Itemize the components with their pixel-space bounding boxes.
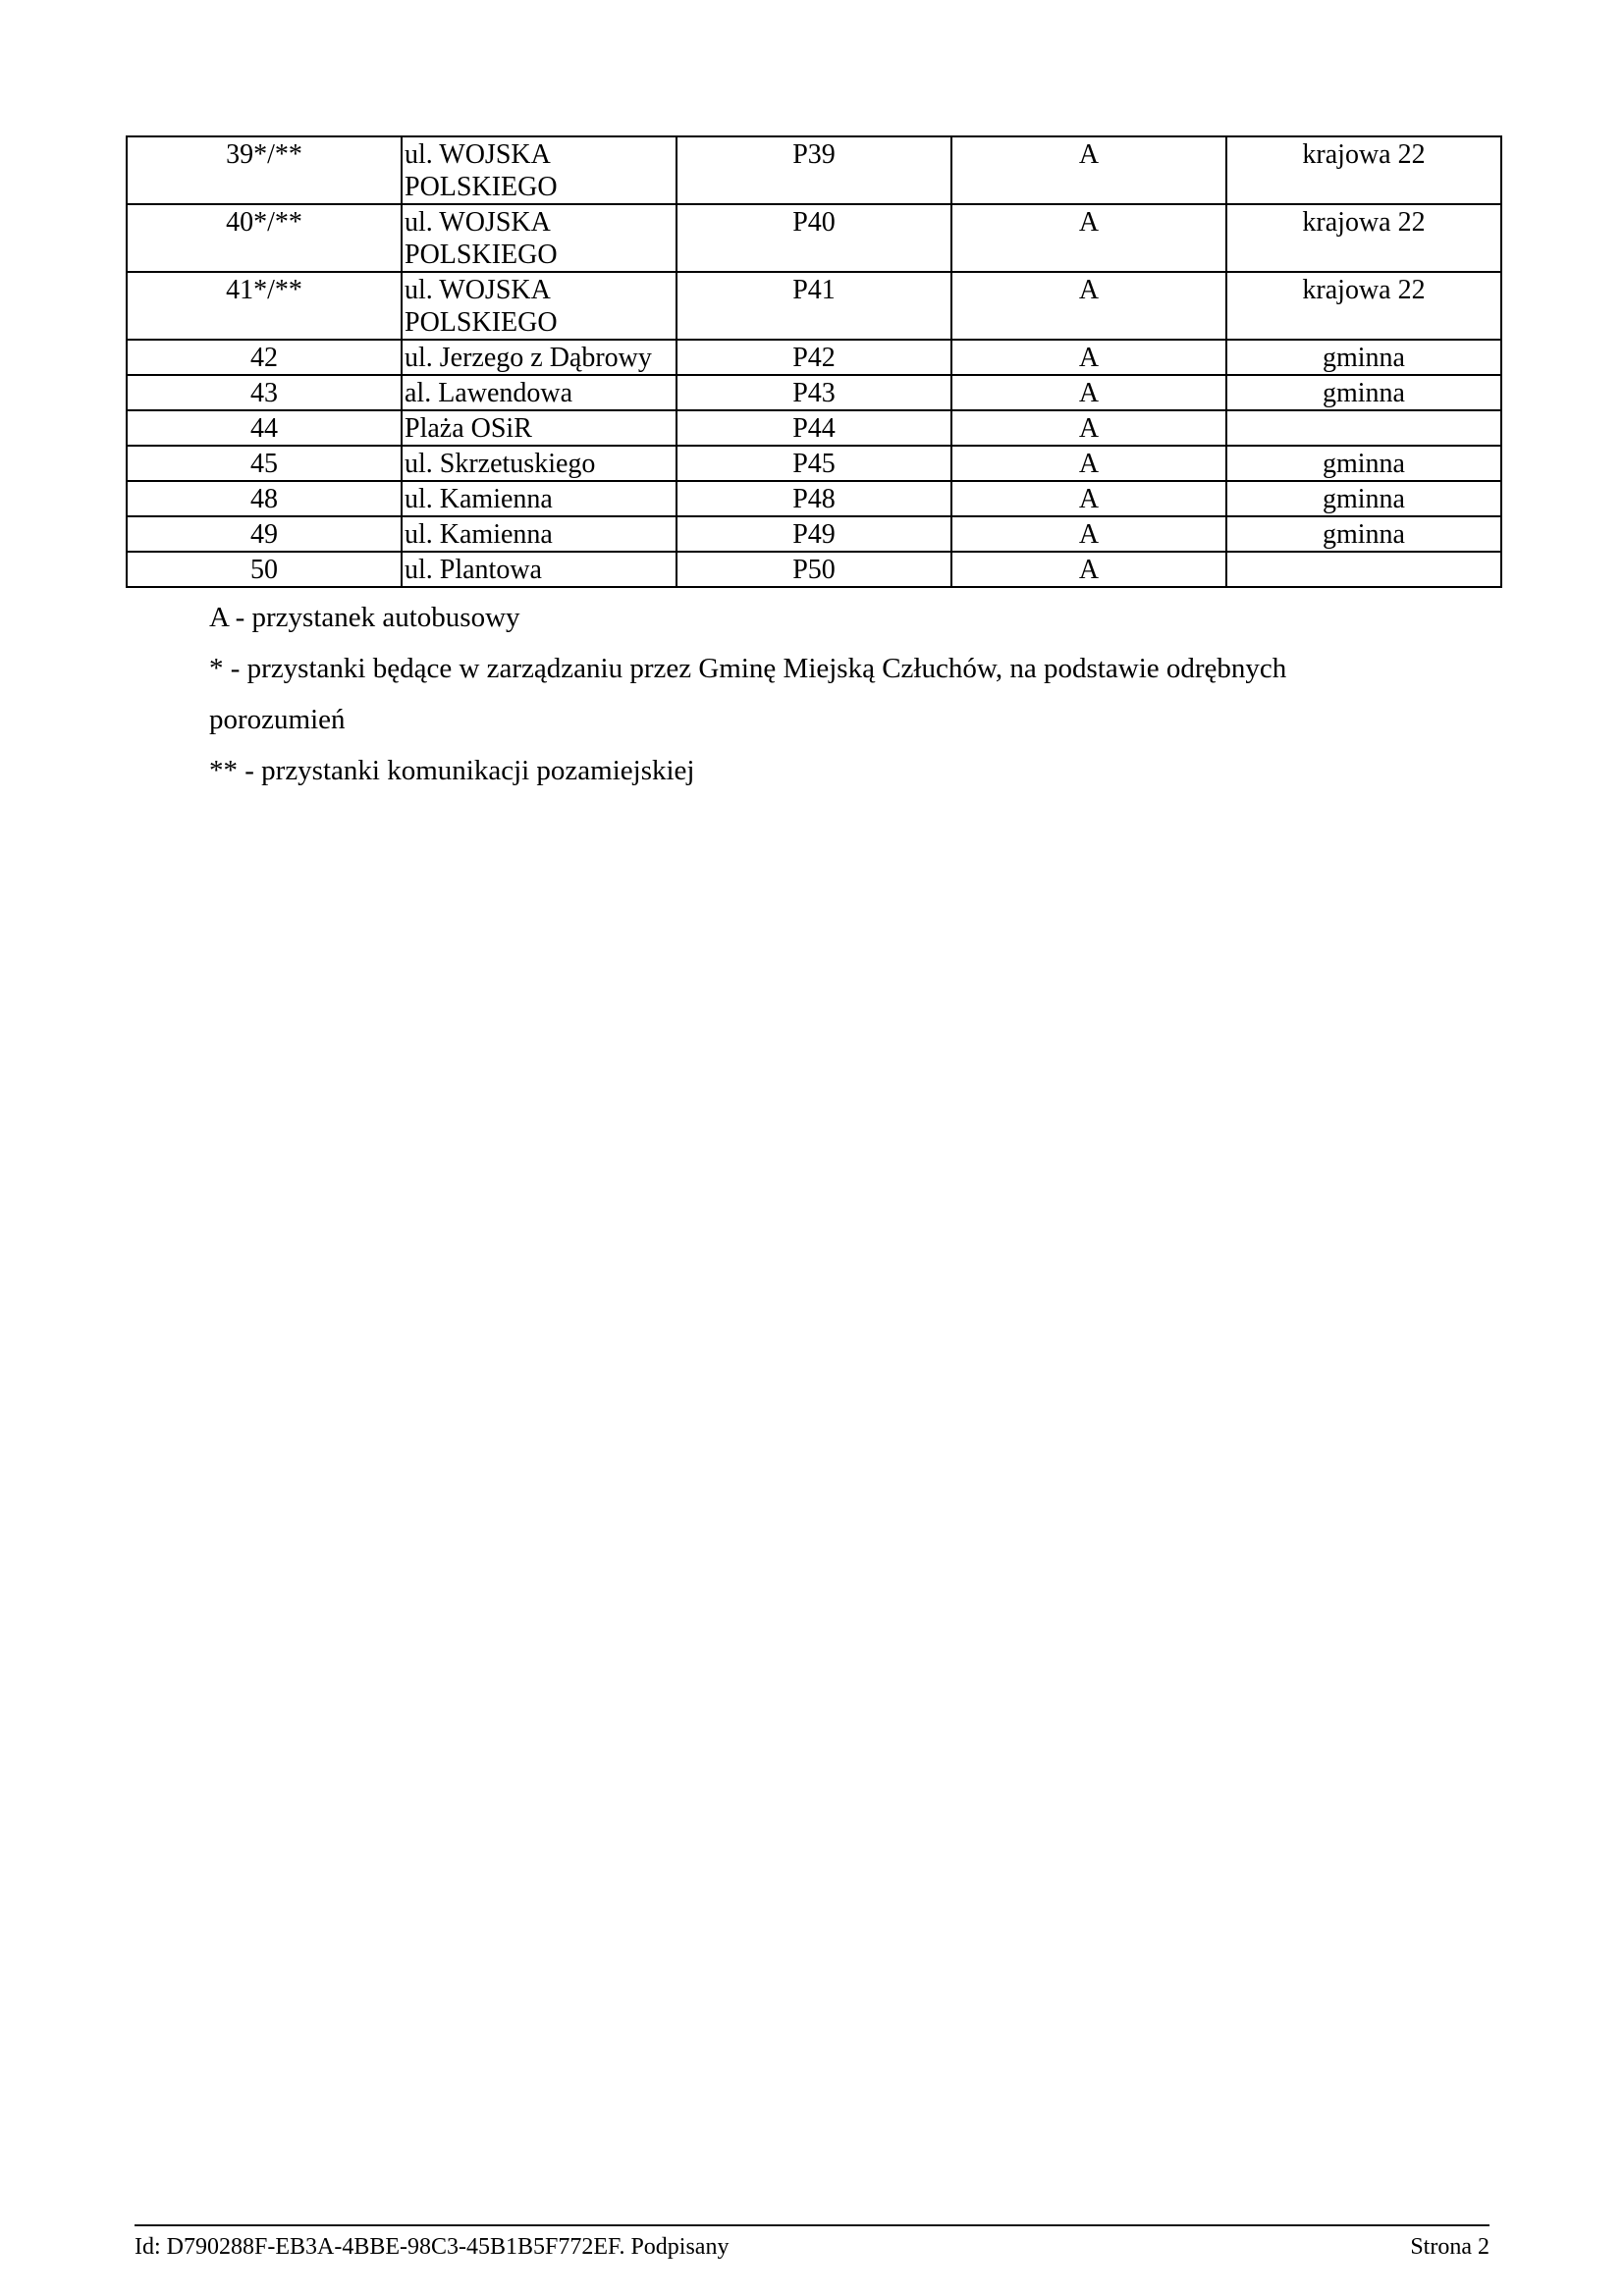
legend-notes (209, 592, 1495, 796)
cell-stop-name: Plaża OSiR (402, 410, 677, 446)
cell-stop-number: 45 (127, 446, 402, 481)
cell-road-category: gminna (1226, 481, 1501, 516)
legend-line-managed-stops-2: porozumień (209, 704, 346, 735)
cell-stop-type: A (951, 272, 1226, 340)
cell-stop-type: A (951, 204, 1226, 272)
table-row (127, 446, 1501, 481)
table-row (127, 375, 1501, 410)
cell-stop-name: ul. Skrzetuskiego (402, 446, 677, 481)
cell-stop-number: 40*/** (127, 204, 402, 272)
cell-road-category: gminna (1226, 516, 1501, 552)
cell-stop-name: ul. Jerzego z Dąbrowy (402, 340, 677, 375)
table-row (127, 410, 1501, 446)
table-row (127, 136, 1501, 204)
legend-line-nonurban-stops: ** - przystanki komunikacji pozamiejskiej (209, 755, 695, 786)
cell-stop-type: A (951, 552, 1226, 587)
cell-stop-number: 50 (127, 552, 402, 587)
cell-stop-type: A (951, 136, 1226, 204)
cell-stop-name: ul. WOJSKA POLSKIEGO (402, 204, 677, 272)
table-row (127, 204, 1501, 272)
table-row (127, 340, 1501, 375)
cell-stop-name: ul. WOJSKA POLSKIEGO (402, 136, 677, 204)
cell-stop-type: A (951, 340, 1226, 375)
cell-stop-type: A (951, 481, 1226, 516)
cell-stop-number: 42 (127, 340, 402, 375)
page-footer (135, 2224, 1489, 2261)
table-row (127, 272, 1501, 340)
cell-stop-number: 49 (127, 516, 402, 552)
bus-stops-table (126, 135, 1502, 588)
cell-road-category (1226, 410, 1501, 446)
cell-stop-number: 48 (127, 481, 402, 516)
legend-line-managed-stops: * - przystanki będące w zarządzaniu przez Gminę Miejską Człuchów, na podstawie odrębnych (209, 653, 1287, 684)
cell-stop-number: 41*/** (127, 272, 402, 340)
cell-road-category: krajowa 22 (1226, 204, 1501, 272)
cell-stop-type: A (951, 375, 1226, 410)
cell-stop-name: ul. WOJSKA POLSKIEGO (402, 272, 677, 340)
table-row (127, 516, 1501, 552)
cell-road-category: krajowa 22 (1226, 136, 1501, 204)
table-row (127, 552, 1501, 587)
cell-stop-name: al. Lawendowa (402, 375, 677, 410)
legend-line-bus-stop: A - przystanek autobusowy (209, 602, 520, 633)
cell-stop-code: P39 (677, 136, 951, 204)
cell-stop-code: P40 (677, 204, 951, 272)
cell-stop-number: 44 (127, 410, 402, 446)
cell-stop-code: P49 (677, 516, 951, 552)
cell-stop-name: ul. Kamienna (402, 481, 677, 516)
table-row (127, 481, 1501, 516)
cell-stop-name: ul. Kamienna (402, 516, 677, 552)
cell-road-category (1226, 552, 1501, 587)
cell-stop-code: P45 (677, 446, 951, 481)
cell-stop-name: ul. Plantowa (402, 552, 677, 587)
cell-stop-code: P43 (677, 375, 951, 410)
cell-road-category: gminna (1226, 340, 1501, 375)
cell-stop-code: P44 (677, 410, 951, 446)
cell-stop-code: P48 (677, 481, 951, 516)
document-id: Id: D790288F-EB3A-4BBE-98C3-45B1B5F772EF. Podpisany (135, 2234, 730, 2260)
cell-stop-type: A (951, 446, 1226, 481)
cell-stop-type: A (951, 516, 1226, 552)
cell-stop-code: P50 (677, 552, 951, 587)
page-number: Strona 2 (1410, 2234, 1489, 2260)
cell-road-category: krajowa 22 (1226, 272, 1501, 340)
cell-stop-type: A (951, 410, 1226, 446)
cell-stop-code: P41 (677, 272, 951, 340)
cell-road-category: gminna (1226, 446, 1501, 481)
cell-road-category: gminna (1226, 375, 1501, 410)
cell-stop-code: P42 (677, 340, 951, 375)
cell-stop-number: 39*/** (127, 136, 402, 204)
cell-stop-number: 43 (127, 375, 402, 410)
